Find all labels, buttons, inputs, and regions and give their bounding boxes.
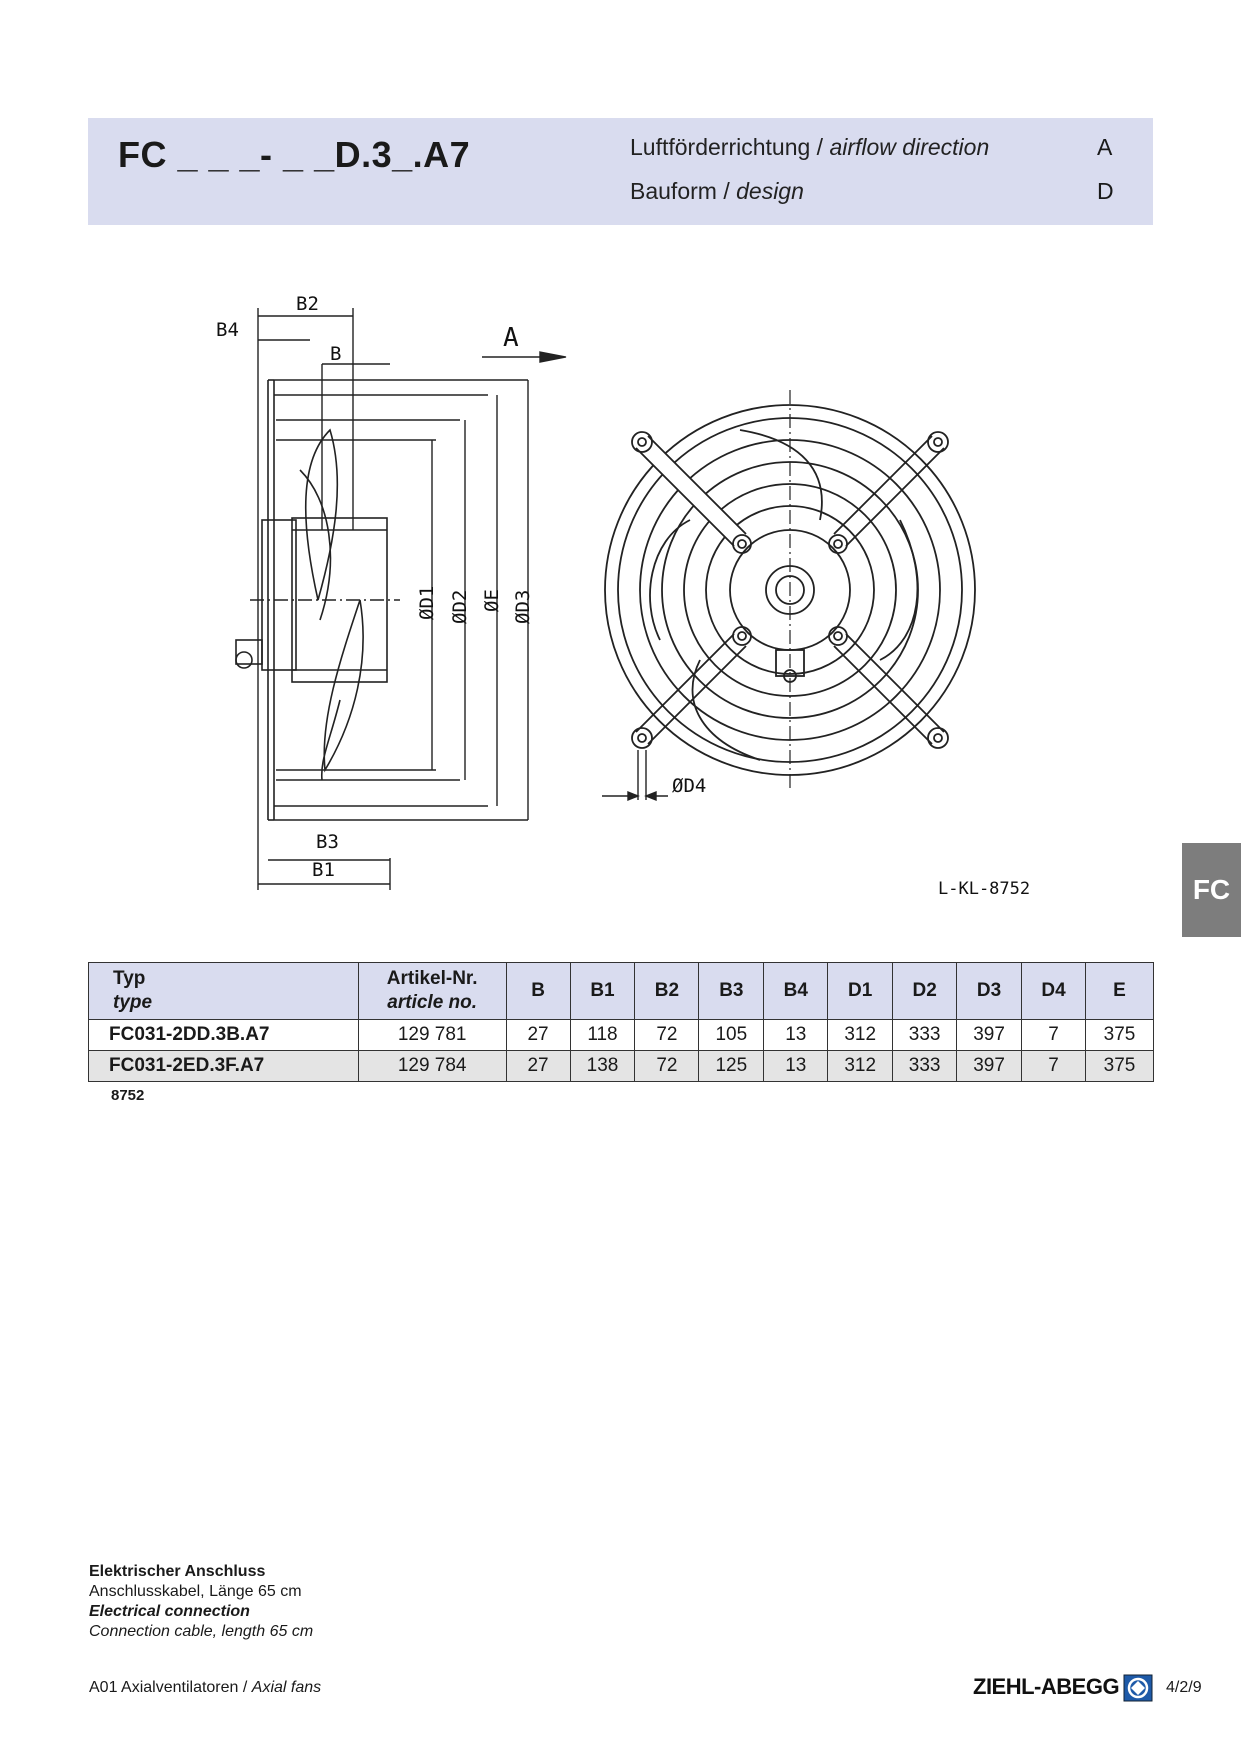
- header-col: E: [1085, 963, 1153, 1020]
- cell-value: 105: [699, 1020, 764, 1051]
- cell-value: 72: [635, 1020, 699, 1051]
- cell-value: 72: [635, 1051, 699, 1082]
- label-b: B: [330, 343, 342, 365]
- cell-value: 138: [570, 1051, 635, 1082]
- table-row: [89, 1020, 1154, 1051]
- cell-value: 7: [1022, 1051, 1086, 1082]
- cell-value: 375: [1085, 1020, 1153, 1051]
- header-col: B: [506, 963, 570, 1020]
- electrical-text-en: Connection cable, length 65 cm: [89, 1623, 314, 1640]
- label-a: A: [503, 323, 519, 353]
- cell-value: 27: [506, 1020, 570, 1051]
- cell-value: 312: [828, 1020, 893, 1051]
- footer-section: A01 Axialventilatoren / Axial fans: [89, 1679, 322, 1696]
- header-type: Typ type: [89, 963, 359, 1020]
- cell-value: 397: [957, 1020, 1022, 1051]
- cell-type: FC031-2DD.3B.A7: [89, 1020, 359, 1051]
- table-row: [89, 1051, 1154, 1082]
- cell-value: 397: [957, 1051, 1022, 1082]
- cell-value: 118: [570, 1020, 635, 1051]
- model-code: FC _ _ _- _ _D.3_.A7: [118, 134, 471, 175]
- label-e: ØE: [481, 589, 503, 612]
- header-col: B3: [699, 963, 764, 1020]
- table-note: 8752: [111, 1087, 145, 1104]
- brand-logo-icon: [1123, 1674, 1153, 1702]
- cell-value: 333: [893, 1051, 957, 1082]
- label-b1: B1: [312, 859, 335, 881]
- cell-value: 125: [699, 1051, 764, 1082]
- cell-value: 13: [764, 1020, 828, 1051]
- cell-value: 333: [893, 1020, 957, 1051]
- cell-article: 129 784: [358, 1051, 506, 1082]
- label-d1: ØD1: [416, 585, 438, 620]
- label-d2: ØD2: [449, 589, 471, 624]
- table-header-row: [89, 963, 1154, 1020]
- electrical-text-de: Anschlusskabel, Länge 65 cm: [89, 1583, 302, 1600]
- dimension-table: [88, 962, 1154, 1082]
- label-b4: B4: [216, 319, 239, 341]
- label-d4: ØD4: [672, 775, 707, 797]
- electrical-connection: [89, 1562, 313, 1642]
- cell-article: 129 781: [358, 1020, 506, 1051]
- cell-value: 7: [1022, 1020, 1086, 1051]
- design-code: D: [1097, 178, 1114, 204]
- header-col: D4: [1022, 963, 1086, 1020]
- cell-value: 312: [828, 1051, 893, 1082]
- brand-name: ZIEHL-ABEGG: [973, 1674, 1120, 1699]
- section-tab: FC: [1182, 843, 1241, 937]
- cell-value: 375: [1085, 1051, 1153, 1082]
- header-article: Artikel-Nr. article no.: [358, 963, 506, 1020]
- page-number: 4/2/9: [1166, 1679, 1202, 1696]
- header-col: D1: [828, 963, 893, 1020]
- header-col: B4: [764, 963, 828, 1020]
- airflow-code: A: [1097, 134, 1113, 160]
- label-b2: B2: [296, 293, 319, 315]
- drawing-ref: L-KL-8752: [938, 879, 1031, 899]
- header-col: B2: [635, 963, 699, 1020]
- electrical-title-en: Electrical connection: [89, 1603, 250, 1620]
- header-col: B1: [570, 963, 635, 1020]
- label-b3: B3: [316, 831, 339, 853]
- electrical-title-de: Elektrischer Anschluss: [89, 1563, 266, 1580]
- cell-value: 13: [764, 1051, 828, 1082]
- header-col: D3: [957, 963, 1022, 1020]
- cell-value: 27: [506, 1051, 570, 1082]
- design-label: Bauform / design: [630, 178, 804, 204]
- cell-type: FC031-2ED.3F.A7: [89, 1051, 359, 1082]
- label-d3: ØD3: [512, 589, 534, 624]
- airflow-label: Luftförderrichtung / airflow direction: [630, 134, 990, 160]
- header-col: D2: [893, 963, 957, 1020]
